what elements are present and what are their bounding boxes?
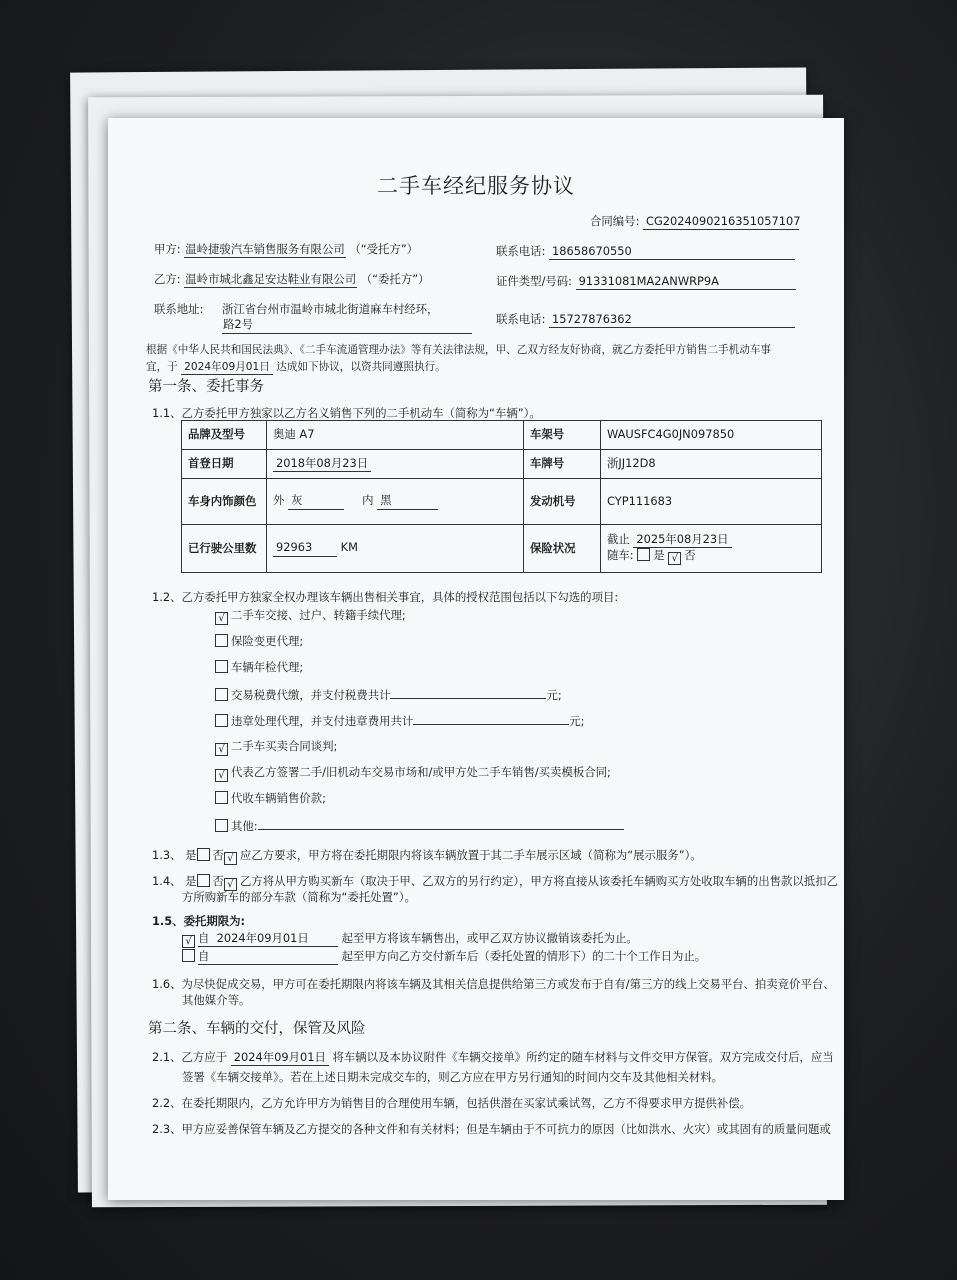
clause-1-2: 1.2、乙方委托甲方独家全权办理该车辆出售相关事宜，具体的授权范围包括以下勾选的项目: [152, 590, 619, 604]
checkbox-unchecked-icon[interactable] [215, 714, 228, 727]
clause-1-4-no: 否 [212, 874, 224, 888]
checkbox-checked-icon[interactable]: √ [215, 743, 228, 756]
clause-1-5-number: 1.5、 [152, 914, 184, 928]
clause-1-5 [152, 914, 245, 929]
party-a-name: 温岭捷骏汽车销售服务有限公司 [184, 242, 345, 258]
clause-1-6-cont: 其他媒介等。 [182, 993, 251, 1007]
clause-2-1-number: 2.1、 [152, 1050, 182, 1064]
clause-1-4-number: 1.4、 [152, 874, 182, 888]
clause-1-4-text: 乙方将从甲方购买新车（取决于甲、乙双方的另行约定），甲方将直接从该委托车辆购买方处收取车辆的出售款以抵扣乙 [239, 874, 838, 888]
clause-1-6-number: 1.6、 [152, 977, 182, 991]
term-option-2-text: 起至甲方向乙方交付新车后（委托处置的情形下）的二十个工作日为止。 [341, 949, 707, 963]
term-from-label: 自 [198, 931, 210, 945]
engine-label: 发动机号 [524, 479, 601, 525]
address-line-1: 浙江省台州市温岭市城北街道麻车村经环， [222, 302, 439, 316]
clause-1-3-no: 否 [212, 848, 224, 862]
term-option-1-text: 起至甲方将该车辆售出，或甲乙双方协议撤销该委托为止。 [341, 931, 638, 945]
clause-2-1-text: 将车辆以及本协议附件《车辆交接单》所约定的随车材料与文件交甲方保管。双方完成交付后，应当 [332, 1050, 834, 1064]
checkbox-unchecked-icon[interactable] [637, 548, 650, 561]
party-b-id-row [496, 274, 796, 290]
reg-date-cell [267, 450, 524, 479]
clause-2-3 [152, 1122, 831, 1137]
option-label: 其他: [231, 819, 258, 833]
other-blank [258, 817, 624, 830]
clause-2-3-text: 甲方应妥善保管车辆及乙方提交的各种文件和有关材料；但是车辆由于不可抗力的原因（比如洪水、火灾）或其固有的质量问题或 [181, 1122, 831, 1136]
party-b-phone: 15727876362 [549, 312, 795, 328]
table-row [182, 450, 822, 479]
clause-2-3-number: 2.3、 [152, 1122, 182, 1136]
term-from-label: 自 [198, 949, 210, 963]
clause-1-3-text: 应乙方要求，甲方将在委托期限内将该车辆放置于其二手车展示区域（简称为“展示服务”）。 [239, 848, 702, 862]
party-b-name: 温岭市城北鑫足安达鞋业有限公司 [184, 272, 357, 288]
party-b-phone-label: 联系电话: [496, 312, 546, 326]
vehicle-table [181, 420, 822, 573]
option-label: 车辆年检代理; [231, 660, 304, 674]
option-label: 保险变更代理; [231, 634, 304, 648]
reg-date-label: 首登日期 [182, 450, 267, 479]
delivery-date: 2024年09月01日 [231, 1050, 329, 1066]
option-item [215, 791, 326, 806]
checkbox-checked-icon[interactable]: √ [224, 878, 237, 891]
clause-1-5-title: 委托期限为: [183, 914, 246, 928]
option-item [215, 817, 624, 834]
option-item [215, 608, 406, 625]
option-label: 二手车买卖合同谈判; [231, 739, 338, 753]
clause-1-6 [152, 977, 835, 992]
party-a-role: （“受托方”） [349, 242, 419, 256]
clause-1-1: 1.1、乙方委托甲方独家以乙方名义销售下列的二手机动车（简称为“车辆”）。 [152, 406, 541, 420]
term-option-1 [182, 931, 638, 948]
contract-number-label: 合同编号: [590, 214, 640, 228]
article-1-heading: 第一条、委托事务 [148, 379, 264, 395]
option-label: 二手车交接、过户、转籍手续代理; [231, 608, 406, 622]
option-label: 代收车辆销售价款; [231, 791, 326, 805]
clause-2-2-number: 2.2、 [152, 1096, 182, 1110]
clause-2-1 [152, 1050, 834, 1066]
insurance-cell [601, 525, 822, 573]
clause-2-1-prefix: 乙方应于 [181, 1050, 228, 1064]
clause-2-1-cont: 签署《车辆交接单》。若在上述日期未完成交车的，则乙方应在甲方另行通知的时间内交车及其他相关材料。 [182, 1070, 724, 1084]
reg-date-value: 2018年08月23日 [273, 456, 371, 472]
clause-1-3 [152, 848, 702, 865]
preamble-prefix: 宜，于 [146, 361, 178, 373]
clause-1-4 [152, 874, 838, 891]
address-line-2: 路2号 [223, 317, 254, 332]
contract-number-value: CG2024090216351057107 [643, 214, 799, 230]
party-b-role: （“委托方”） [360, 272, 430, 286]
clause-1-6-text: 为尽快促成交易，甲方可在委托期限内将该车辆及其相关信息提供给第三方或发布于自有/第三方的线上交易平台、拍卖竞价平台、 [181, 977, 835, 991]
mileage-unit: KM [340, 540, 358, 555]
checkbox-unchecked-icon[interactable] [197, 848, 210, 861]
mileage-cell [267, 525, 524, 573]
party-b-id-label: 证件类型/号码: [496, 274, 573, 288]
checkbox-checked-icon[interactable]: √ [668, 552, 681, 565]
party-a-phone-row [496, 244, 795, 260]
clause-1-4-yes: 是 [185, 874, 197, 888]
plate-value: 浙JJ12D8 [601, 450, 822, 479]
option-item [215, 686, 562, 703]
checkbox-unchecked-icon[interactable] [215, 791, 228, 804]
clause-1-4-cont: 方所购新车的部分车款（简称为“委托处置”）。 [182, 890, 416, 904]
amount-blank [390, 686, 546, 699]
option-item [215, 739, 337, 756]
address-label: 联系地址: [154, 302, 204, 316]
clause-2-2-text: 在委托期限内，乙方允许甲方为销售目的合理使用车辆，包括供潜在买家试乘试驾，乙方不得要求甲方提供补偿。 [181, 1096, 752, 1110]
party-b-id: 91331081MA2ANWRP9A [576, 274, 796, 290]
checkbox-unchecked-icon[interactable] [215, 634, 228, 647]
party-b-label: 乙方: [154, 272, 181, 286]
option-item [215, 660, 303, 675]
mileage-label: 已行驶公里数 [182, 525, 267, 573]
vin-label: 车架号 [524, 421, 601, 450]
clause-1-3-number: 1.3、 [152, 848, 182, 862]
checkbox-unchecked-icon[interactable] [215, 819, 228, 832]
option-suffix: 元; [569, 714, 585, 728]
article-2-heading: 第二条、车辆的交付，保管及风险 [148, 1021, 366, 1037]
checkbox-checked-icon[interactable]: √ [215, 612, 228, 625]
address-value [222, 302, 472, 334]
clause-2-2 [152, 1096, 751, 1111]
option-suffix: 元; [546, 688, 562, 702]
checkbox-checked-icon[interactable]: √ [215, 769, 228, 782]
exterior-color: 灰 [288, 493, 344, 509]
party-a-label: 甲方: [154, 242, 181, 256]
document-title: 二手车经纪服务协议 [377, 174, 575, 198]
table-row [182, 525, 822, 573]
clause-1-3-yes: 是 [185, 848, 197, 862]
insurance-label: 保险状况 [524, 525, 601, 573]
checkbox-checked-icon[interactable]: √ [182, 935, 195, 948]
with-car-label: 随车: [607, 548, 634, 563]
plate-label: 车牌号 [524, 450, 601, 479]
agreement-date: 2024年09月01日 [181, 360, 273, 375]
preamble-suffix: 达成如下协议，以资共同遵照执行。 [276, 361, 446, 373]
contract-number [590, 214, 799, 230]
checkbox-checked-icon[interactable]: √ [224, 852, 237, 865]
insurance-until-label: 截止 [607, 531, 630, 546]
term-from [198, 931, 338, 947]
option-item [215, 712, 585, 729]
amount-blank [413, 712, 569, 725]
brand-label: 品牌及型号 [182, 421, 267, 450]
interior-color: 黑 [377, 493, 438, 509]
party-a-row [154, 242, 418, 258]
exterior-label: 外 [273, 493, 285, 508]
term-from-blank [198, 949, 338, 965]
preamble-line-1: 根据《中华人民共和国民法典》、《二手车流通管理办法》等有关法律法规，甲、乙双方经友好协商，就乙方委托甲方销售二手机动车事 [146, 344, 772, 356]
preamble-line-2 [146, 360, 446, 375]
brand-value: 奥迪 A7 [267, 421, 524, 450]
mileage-value: 92963 [273, 540, 337, 556]
with-car-no: 否 [684, 548, 696, 563]
table-row [182, 421, 822, 450]
checkbox-unchecked-icon[interactable] [215, 660, 228, 673]
term-from-date: 2024年09月01日 [216, 931, 309, 945]
vin-value: WAUSFC4G0JN097850 [601, 421, 822, 450]
option-item [215, 634, 303, 649]
party-a-phone: 18658670550 [549, 244, 795, 260]
table-row [182, 479, 822, 525]
checkbox-unchecked-icon[interactable] [197, 874, 210, 887]
color-cell [267, 479, 524, 525]
party-a-phone-label: 联系电话: [496, 244, 546, 258]
color-label: 车身内饰颜色 [182, 479, 267, 525]
interior-label: 内 [362, 493, 374, 508]
insurance-until-date: 2025年08月23日 [633, 532, 731, 548]
term-option-2 [182, 949, 706, 965]
checkbox-unchecked-icon[interactable] [215, 688, 228, 701]
engine-value: CYP111683 [601, 479, 822, 525]
option-label: 违章处理代理，并支付违章费用共计 [231, 714, 414, 728]
option-item [215, 765, 611, 782]
option-label: 交易税费代缴，并支付税费共计 [231, 688, 391, 702]
checkbox-unchecked-icon[interactable] [182, 949, 195, 962]
party-b-row [154, 272, 430, 288]
option-label: 代表乙方签署二手/旧机动车交易市场和/或甲方处二手车销售/买卖模板合同; [231, 765, 611, 779]
party-b-phone-row [496, 312, 795, 328]
contract-page [108, 118, 844, 1200]
with-car-yes: 是 [653, 548, 665, 563]
